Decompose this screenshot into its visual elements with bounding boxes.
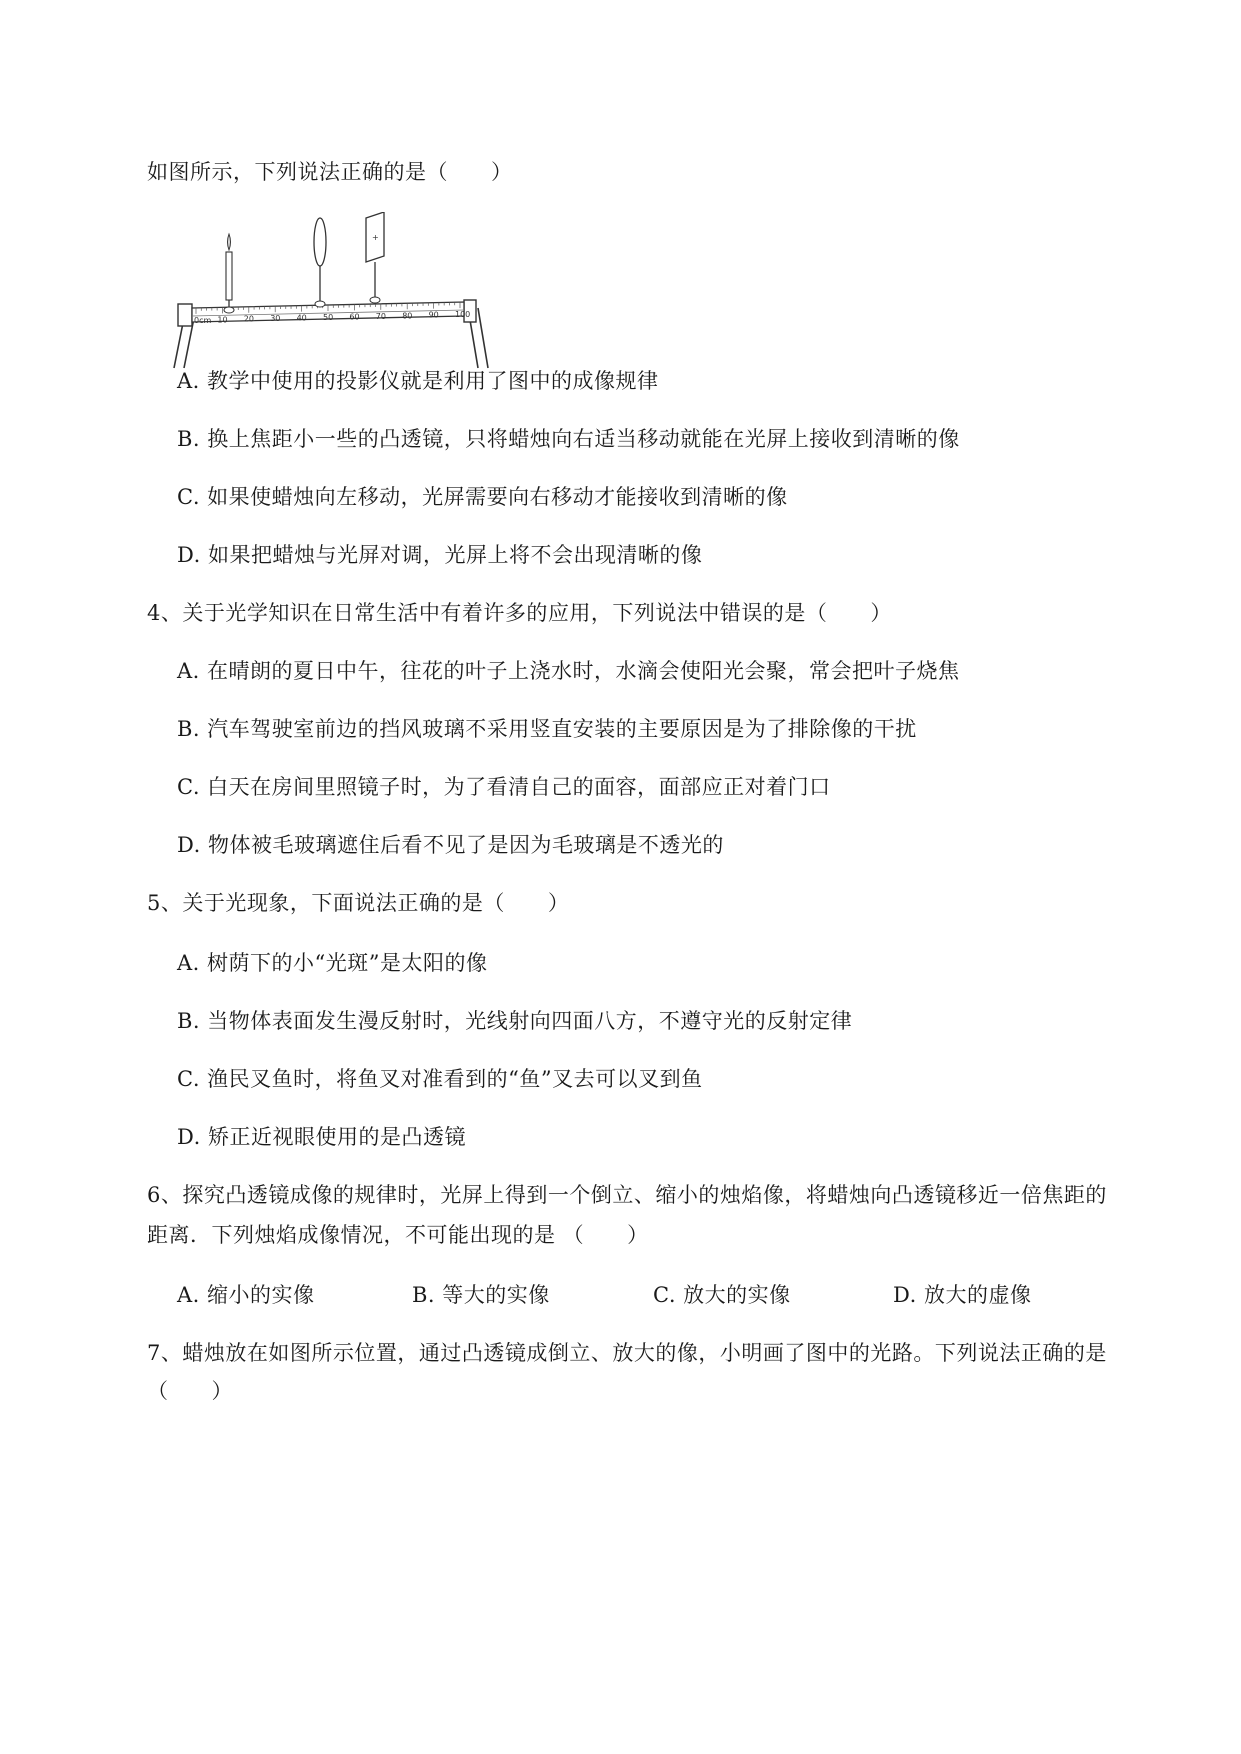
ruler-label: 10 [217,315,228,325]
q4-option-d: D. 物体被毛玻璃遮住后看不见了是因为毛玻璃是不透光的 [177,833,724,857]
q5-option-d: D. 矫正近视眼使用的是凸透镜 [177,1125,466,1149]
q3-stem: 如图所示，下列说法正确的是（ ） [147,160,513,184]
q3-option-c: C. 如果使蜡烛向左移动，光屏需要向右移动才能接收到清晰的像 [177,485,788,509]
q6-option-d: D. 放大的虚像 [893,1283,1032,1307]
ruler-label: 80 [402,311,413,321]
q4-option-c: C. 白天在房间里照镜子时，为了看清自己的面容，面部应正对着门口 [177,775,831,799]
light-screen [366,212,384,303]
q5-option-b: B. 当物体表面发生漫反射时，光线射向四面八方，不遵守光的反射定律 [177,1009,853,1033]
ruler-label: 40 [296,313,307,323]
q6-option-b: B. 等大的实像 [412,1283,550,1307]
optical-bench-figure [172,212,522,372]
q7-stem-line1: 7、蜡烛放在如图所示位置，通过凸透镜成倒立、放大的像，小明画了图中的光路。下列说法正确的是 [147,1341,1107,1365]
q4-option-b: B. 汽车驾驶室前边的挡风玻璃不采用竖直安装的主要原因是为了排除像的干扰 [177,717,917,741]
convex-lens [314,218,326,307]
svg-text:+: + [372,233,379,242]
q7-stem-line2: （ ） [147,1379,233,1403]
ruler-label: 70 [375,311,386,321]
ruler-label: 60 [349,312,360,322]
q5-stem: 5、关于光现象，下面说法正确的是（ ） [147,891,570,915]
ruler-label: 20 [243,314,254,324]
q4-option-a: A. 在晴朗的夏日中午，往花的叶子上浇水时，水滴会使阳光会聚，常会把叶子烧焦 [177,659,960,683]
q6-option-a: A. 缩小的实像 [177,1283,315,1307]
q3-option-b: B. 换上焦距小一些的凸透镜，只将蜡烛向右适当移动就能在光屏上接收到清晰的像 [177,427,960,451]
q6-stem-line2: 距离．下列烛焰成像情况，不可能出现的是 （ ） [147,1223,649,1247]
q6-stem-line1: 6、探究凸透镜成像的规律时，光屏上得到一个倒立、缩小的烛焰像，将蜡烛向凸透镜移近一倍焦距的 [147,1183,1107,1207]
ruler-label: 100 [455,310,471,320]
q5-option-a: A. 树荫下的小“光斑”是太阳的像 [177,951,488,975]
q4-stem: 4、关于光学知识在日常生活中有着许多的应用，下列说法中错误的是（ ） [147,601,892,625]
q6-option-c: C. 放大的实像 [653,1283,791,1307]
candle [224,234,234,313]
q3-option-d: D. 如果把蜡烛与光屏对调，光屏上将不会出现清晰的像 [177,543,703,567]
q5-option-c: C. 渔民叉鱼时，将鱼叉对准看到的“鱼”叉去可以叉到鱼 [177,1067,703,1091]
ruler-label: 90 [428,310,439,320]
q3-option-a: A. 教学中使用的投影仪就是利用了图中的成像规律 [177,369,659,393]
ruler-label: 0cm [194,315,212,325]
ruler-label: 30 [270,314,281,324]
ruler-label: 50 [323,313,334,322]
